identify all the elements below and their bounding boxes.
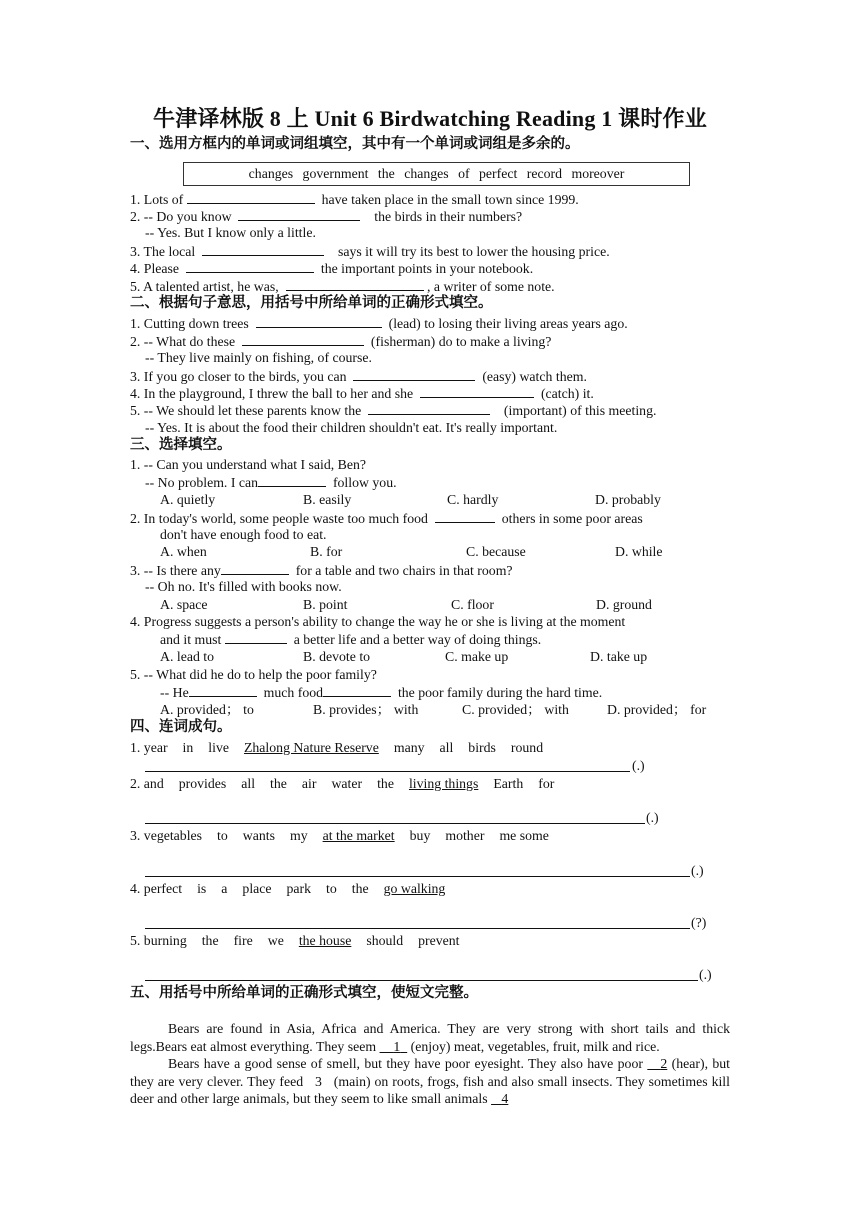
option[interactable]: A. space <box>160 597 208 612</box>
blank[interactable] <box>368 401 490 415</box>
answer-line[interactable] <box>145 770 630 772</box>
option[interactable]: A. quietly <box>160 492 216 507</box>
option[interactable]: D. ground <box>596 597 652 612</box>
p3-q2: 2. In today's world, some people waste too much food others in some poor areas <box>130 511 643 526</box>
word-chip: should <box>366 933 404 948</box>
word-chip: live <box>208 740 229 755</box>
blank[interactable] <box>353 367 475 381</box>
underlined-phrase: go walking <box>383 881 446 896</box>
p3-q4-cont: and it must a better life and a better way of doing things. <box>160 632 542 647</box>
word-chip: year <box>143 740 168 755</box>
word-chip: the <box>201 933 219 948</box>
option[interactable]: B. provides； with <box>313 702 419 717</box>
option[interactable]: C. because <box>466 544 526 559</box>
p3-q4: 4. Progress suggests a person's ability to change the way he or she is living at the moment <box>130 614 626 629</box>
word-chip: provides <box>178 776 227 791</box>
word-chip: Earth <box>493 776 524 791</box>
blank[interactable] <box>238 207 360 221</box>
blank[interactable] <box>323 683 391 697</box>
p4-q1-words <box>130 739 558 756</box>
question-number: 5. <box>130 933 144 948</box>
option[interactable]: D. while <box>615 544 663 559</box>
word-chip: and <box>143 776 164 791</box>
word-chip: the <box>377 776 394 791</box>
passage-paragraph-2: Bears have a good sense of smell, but they have poor eyesight. They also have poor 2 (hear), but they are very clever. They feed 3 (main) on roots, frogs, fish and also small insects. They sometimes kill deer and other large animals, but they seem to like small animals 4 <box>130 1056 730 1106</box>
word-chip: a <box>221 881 228 896</box>
word-chip: prevent <box>418 933 460 948</box>
word-chip: many <box>393 740 425 755</box>
answer-line[interactable] <box>145 927 690 929</box>
blank[interactable] <box>187 190 315 204</box>
word-chip: buy <box>409 828 431 843</box>
answer-line[interactable] <box>145 822 645 824</box>
p2-q4: 4. In the playground, I threw the ball to her and she (catch) it. <box>130 386 594 401</box>
word-chip: to <box>217 828 228 843</box>
p3-q1: 1. -- Can you understand what I said, Ben? <box>130 457 367 472</box>
p2-q1: 1. Cutting down trees (lead) to losing their living areas years ago. <box>130 316 628 331</box>
blank[interactable] <box>258 473 326 487</box>
p4-q3-words <box>130 827 564 844</box>
option[interactable]: C. provided； with <box>462 702 569 717</box>
word-chip: the <box>351 881 369 896</box>
word-box: changes government the changes of perfect record moreover <box>183 162 690 186</box>
question-number: 1. <box>130 740 144 755</box>
question-number: 3. <box>130 828 144 843</box>
p3-q1-reply: -- No problem. I can follow you. <box>145 475 397 490</box>
section-3-heading: 三、选择填空。 <box>130 437 232 453</box>
word-chip: all <box>241 776 256 791</box>
question-number: 2. <box>130 776 144 791</box>
word-chip: in <box>182 740 194 755</box>
passage-paragraph-1: Bears are found in Asia, Africa and America. They are very strong with short tails and thick legs.Bears eat almost everything. They seem 1 (enjoy) meat, vegetables, fruit, milk and rice. <box>130 1021 730 1054</box>
p3-q5: 5. -- What did he do to help the poor family? <box>130 667 377 682</box>
word-chip: for <box>538 776 555 791</box>
p1-q2: 2. -- Do you know the birds in their numbers? <box>130 209 523 224</box>
word-chip: air <box>301 776 317 791</box>
p4-q2-words <box>130 775 569 792</box>
section-2-heading: 二、根据句子意思，用括号中所给单词的正确形式填空。 <box>130 295 493 311</box>
word-chip: round <box>510 740 544 755</box>
blank[interactable] <box>256 314 382 328</box>
word-chip: vegetables <box>143 828 203 843</box>
option[interactable]: A. lead to <box>160 649 215 664</box>
option[interactable]: B. point <box>303 597 348 612</box>
section-4-heading: 四、连词成句。 <box>130 719 232 735</box>
option[interactable]: D. probably <box>595 492 661 507</box>
option[interactable]: C. make up <box>445 649 509 664</box>
option[interactable]: C. floor <box>451 597 494 612</box>
word-chip: all <box>439 740 454 755</box>
p2-q2-reply: -- They live mainly on fishing, of course. <box>145 350 372 365</box>
blank[interactable] <box>221 561 289 575</box>
option[interactable]: C. hardly <box>447 492 499 507</box>
section-5-heading: 五、用括号中所给单词的正确形式填空，使短文完整。 <box>130 985 478 1001</box>
blank[interactable] <box>420 384 534 398</box>
option[interactable]: B. easily <box>303 492 352 507</box>
word-chip: burning <box>143 933 187 948</box>
blank-number[interactable]: 3 <box>315 1073 322 1089</box>
answer-line[interactable] <box>145 979 698 981</box>
end-punct: (.) <box>646 810 659 825</box>
word-chip: we <box>267 933 284 948</box>
word-chip: place <box>242 881 272 896</box>
blank[interactable] <box>435 509 495 523</box>
word-chip: fire <box>233 933 253 948</box>
blank-number[interactable]: 4 <box>501 1091 509 1106</box>
section-1-heading: 一、选用方框内的单词或词组填空，其中有一个单词或词组是多余的。 <box>130 136 580 152</box>
underlined-phrase: at the market <box>322 828 395 843</box>
p2-q3: 3. If you go closer to the birds, you can (easy) watch them. <box>130 369 587 384</box>
p2-q5-reply: -- Yes. It is about the food their children shouldn't eat. It's really important. <box>145 420 558 435</box>
end-punct: (.) <box>699 967 712 982</box>
option[interactable]: B. for <box>310 544 343 559</box>
blank[interactable] <box>225 630 287 644</box>
end-punct: (?) <box>691 915 707 930</box>
word-chip: my <box>289 828 308 843</box>
word-chip: me some <box>499 828 549 843</box>
p1-q4: 4. Please the important points in your notebook. <box>130 261 534 276</box>
p3-q2-cont: don't have enough food to eat. <box>160 527 327 542</box>
underlined-phrase: the house <box>298 933 352 948</box>
answer-line[interactable] <box>145 875 690 877</box>
p1-q1: 1. Lots of have taken place in the small town since 1999. <box>130 192 579 207</box>
word-chip: water <box>331 776 363 791</box>
option[interactable]: D. provided； for <box>607 702 707 717</box>
p1-q2-reply: -- Yes. But I know only a little. <box>145 225 316 240</box>
p3-q3-reply: -- Oh no. It's filled with books now. <box>145 579 342 594</box>
end-punct: (.) <box>691 863 704 878</box>
question-number: 4. <box>130 881 144 896</box>
end-punct: (.) <box>632 758 645 773</box>
word-chip: wants <box>242 828 275 843</box>
option[interactable]: A. provided； to <box>160 702 254 717</box>
p1-q5: 5. A talented artist, he was, , a writer of some note. <box>130 279 555 294</box>
p2-q5: 5. -- We should let these parents know the (important) of this meeting. <box>130 403 657 418</box>
word-chip: mother <box>445 828 485 843</box>
blank-number[interactable]: 2 <box>660 1056 668 1071</box>
blank[interactable] <box>189 683 257 697</box>
page-title: 牛津译林版 8 上 Unit 6 Birdwatching Reading 1 课时作业 <box>153 106 707 131</box>
blank[interactable] <box>202 242 324 256</box>
p2-q2: 2. -- What do these (fisherman) do to make a living? <box>130 334 552 349</box>
word-chip: is <box>197 881 207 896</box>
word-chip: to <box>326 881 337 896</box>
p4-q4-words <box>130 880 460 897</box>
blank-number[interactable]: 1 <box>393 1038 401 1054</box>
word-chip: park <box>286 881 312 896</box>
p3-q3: 3. -- Is there any for a table and two chairs in that room? <box>130 563 513 578</box>
underlined-phrase: Zhalong Nature Reserve <box>243 740 379 755</box>
p4-q5-words <box>130 932 475 949</box>
p3-q5-reply: -- He much food the poor family during the hard time. <box>160 685 603 700</box>
underlined-phrase: living things <box>408 776 479 791</box>
blank[interactable] <box>242 332 364 346</box>
blank[interactable] <box>286 277 424 291</box>
word-chip: the <box>270 776 287 791</box>
option[interactable]: B. devote to <box>303 649 371 664</box>
word-chip: birds <box>468 740 496 755</box>
option[interactable]: D. take up <box>590 649 648 664</box>
option[interactable]: A. when <box>160 544 207 559</box>
p1-q3: 3. The local says it will try its best to lower the housing price. <box>130 244 610 259</box>
blank[interactable] <box>186 259 314 273</box>
word-chip: perfect <box>143 881 183 896</box>
